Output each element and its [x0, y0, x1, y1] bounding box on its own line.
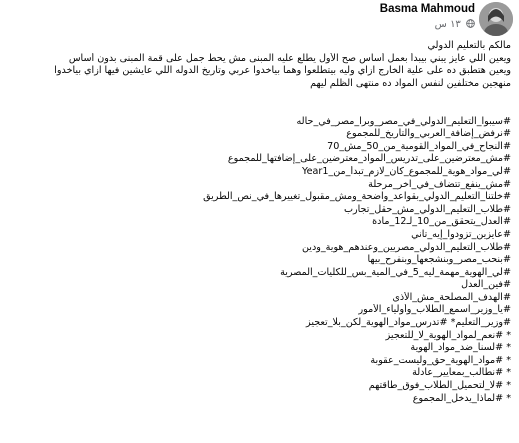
hashtag-line[interactable]: * #مواد_الهوية_حق_وليست_عقوبة — [370, 354, 511, 366]
hashtag-line[interactable]: #يا_وزير_اسمع_الطلاب_وأولياء_الأمور — [358, 304, 511, 316]
hashtag-line[interactable]: #طلاب_التعليم_الدولي_مش_حقل_تجارب — [343, 203, 511, 215]
author-name[interactable]: Basma Mahmoud — [379, 3, 475, 15]
post-paragraph: منهجين مختلفين لنفس المواد ده منتهى الظلم ليهم — [310, 77, 511, 89]
hashtag-line[interactable]: #العدل_يتحقق_من_10_لـ12_مادة — [372, 216, 511, 228]
hashtag-line[interactable]: * #لسنا_ضد_مواد_الهوية — [410, 342, 511, 354]
paragraph-gap — [5, 90, 511, 103]
hashtag-line[interactable]: #عايزين_تزودوا_إيه_تاني — [411, 228, 511, 240]
post-paragraph: مالكم بالتعليم الدولي — [427, 40, 511, 51]
hashtag-line[interactable]: #فين_العدل — [461, 279, 511, 291]
post-time[interactable]: ١٣ س — [434, 19, 461, 30]
paragraph-gap — [5, 103, 511, 116]
hashtag-line[interactable]: #مش_معترضين_على_تدريس_المواد_معترضين_على_إضافتها_للمجموع — [227, 153, 511, 165]
hashtag-line[interactable]: #لي_مواد_هوية_للمجموع_كان_لازم_تبدأ_من_Year1 — [302, 165, 511, 177]
hashtag-line[interactable]: * #لماذا_يدخل_المجموع — [412, 392, 511, 404]
hashtag-line[interactable]: * #نعم_لمواد_الهوية_لا_للتعجيز — [385, 329, 511, 341]
hashtag-line[interactable]: #الهدف_المصلحة_مش_الأذى — [392, 291, 511, 303]
hashtag-line[interactable]: #لي_الهوية_مهمة_ليه_5_في_المية_بس_للكليات_المصرية — [280, 266, 511, 278]
hashtag-line[interactable]: #مش_ينفع_تتضاف_في_آخر_مرحلة — [368, 178, 511, 190]
hashtag-line[interactable]: #خلتنا_التعليم_الدولي_بقواعد_واضحة_ومش_مقبول_تغييرها_في_نص_الطريق — [203, 191, 511, 203]
hashtag-line[interactable]: #نرفض_إضافة_العربي_والتاريخ_للمجموع — [346, 128, 511, 140]
post-meta — [435, 19, 475, 30]
avatar[interactable] — [479, 2, 513, 36]
hashtag-line[interactable]: #النجاح_في_المواد_القومية_من_50_مش_70 — [327, 140, 511, 152]
post-header — [6, 0, 513, 36]
globe-icon[interactable] — [466, 19, 475, 28]
post-paragraph: ويعين اللي عايز يبني بيبدأ بعمل أساس صح الأول يطلع عليه المبنى مش يحط جمل على قمة المبنى بدون أساس — [68, 52, 511, 64]
avatar-image — [479, 2, 513, 36]
hashtag-line[interactable]: #وزير_التعليم* #تدرس_مواد_الهوية_لكن_بلا_تعجيز — [306, 317, 511, 329]
hashtag-line[interactable]: #طلاب_التعليم_الدولي_مصريين_وعندهم_هوية_ودين — [301, 241, 511, 253]
hashtag-line[interactable]: #بنحب_مصر_وبنشجعها_وبنفرح_بيها — [367, 254, 511, 266]
hashtag-line[interactable]: * #نطالب_بمعايير_عادلة — [412, 367, 511, 379]
hashtag-line[interactable]: * #لا_لتحميل_الطلاب_فوق_طاقتهم — [368, 380, 511, 392]
post-body — [5, 40, 511, 405]
post-paragraph: ويعين هتطبق ده على علية الخارج ازاي وليه بيتطلعوا وهما بياخدوا عربي وتاريخ الدوله اللي عايشين فيها ازاي بياخدوا — [54, 65, 511, 77]
hashtag-line[interactable]: #سيبوا_التعليم_الدولي_في_مصر_وبرا_مصر_في_حاله — [296, 115, 511, 127]
